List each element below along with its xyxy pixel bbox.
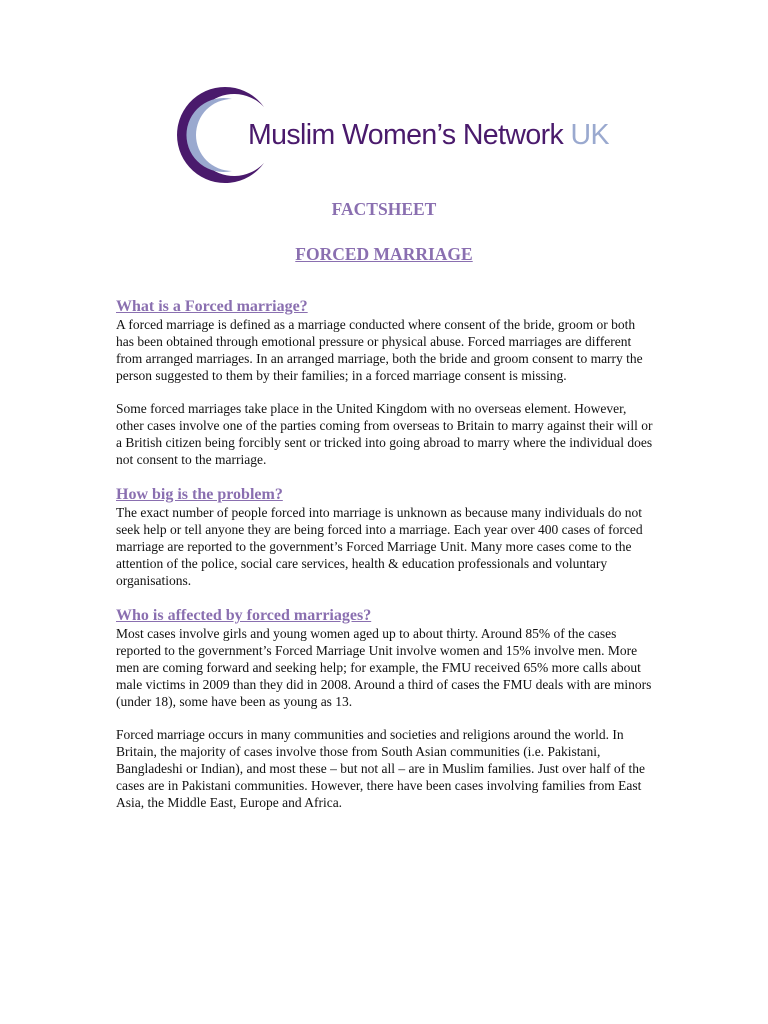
document-body: [116, 298, 656, 811]
section-heading-what-is: What is a Forced marriage?: [116, 298, 308, 315]
org-name-suffix: UK: [570, 119, 609, 151]
section-heading-how-big: How big is the problem?: [116, 486, 283, 503]
paragraph: Forced marriage occurs in many communities and societies and religions around the world. In Britain, the majority of cases involve those from South Asian communities (i.e. Pakistani, Bangladeshi or Indian), and most these – but not all – are in Muslim families. Just over half of the cases are in Pakistani communities. However, there have been cases involving families from East Asia, the Middle East, Europe and Africa.: [116, 727, 646, 810]
org-name: [248, 119, 609, 152]
paragraph: The exact number of people forced into marriage is unknown as because many individuals do not seek help or tell anyone they are being forced into a marriage. Each year over 400 cases of forced marriage are reported to the government’s Forced Marriage Unit. Many more cases come to the attention of the police, social care services, health & education professionals and voluntary organisations.: [116, 505, 643, 588]
paragraph: Some forced marriages take place in the United Kingdom with no overseas element. However, other cases involve one of the parties coming from overseas to Britain to marry against their will or a British citizen being forcibly sent or tricked into going abroad to marry where the individual does not consent to the marriage.: [116, 401, 653, 467]
factsheet-label: FACTSHEET: [331, 199, 437, 219]
document-title: FORCED MARRIAGE: [295, 244, 473, 264]
paragraph: A forced marriage is defined as a marriage conducted where consent of the bride, groom or both has been obtained through emotional pressure or physical abuse. Forced marriages are different from arranged marriages. In an arranged marriage, both the bride and groom consent to marry the person suggested to them by their families; in a forced marriage consent is missing.: [116, 317, 643, 383]
org-name-main: Muslim Women’s Network: [248, 119, 564, 151]
paragraph: Most cases involve girls and young women aged up to about thirty. Around 85% of the cases reported to the government’s Forced Marriage Unit involve women and 15% involve men. More men are coming forward and seeking help; for example, the FMU received 65% more calls about male victims in 2009 than they did in 2008. Around a third of cases the FMU deals with are minors (under 18), some have been as young as 13.: [116, 626, 652, 709]
org-logo: [166, 85, 609, 185]
section-heading-who-affected: Who is affected by forced marriages?: [116, 607, 372, 624]
